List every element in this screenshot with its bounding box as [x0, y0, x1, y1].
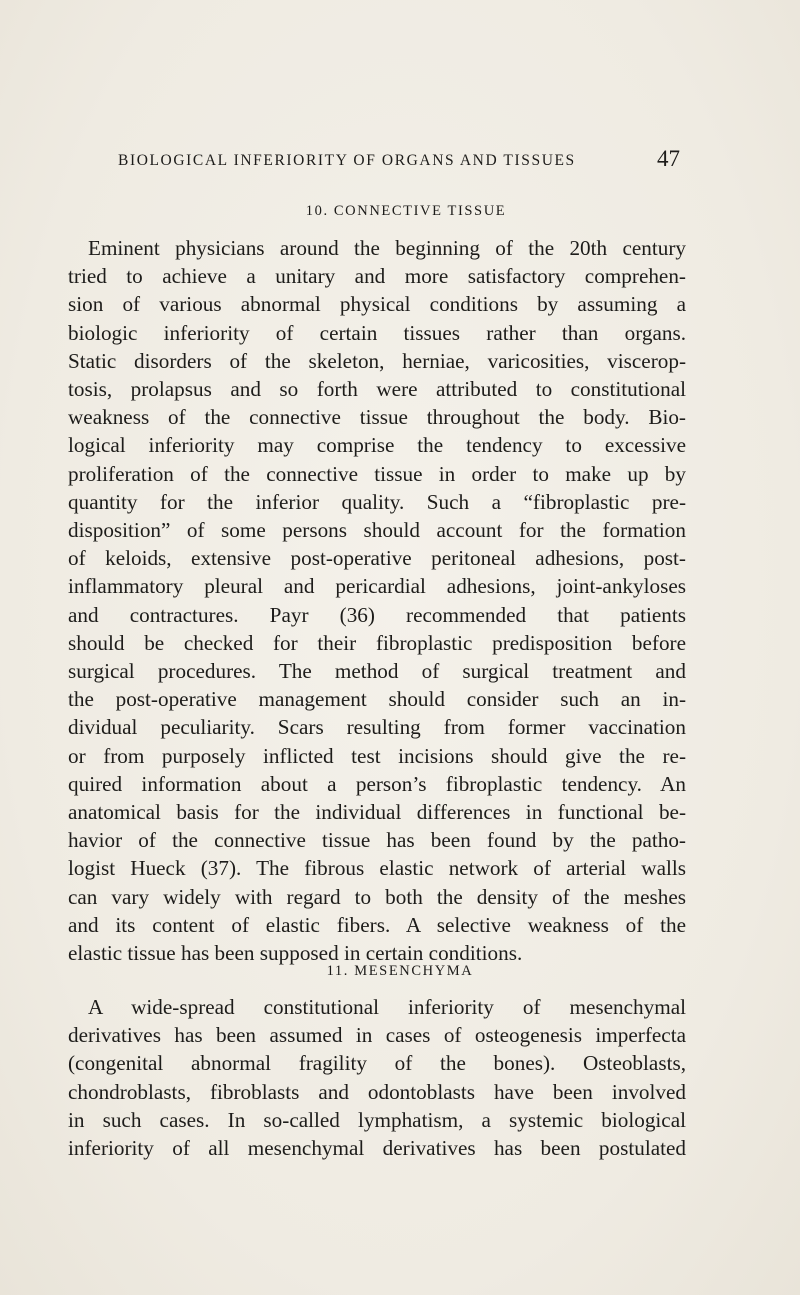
section-heading-mesenchyma: 11. MESENCHYMA — [326, 963, 474, 979]
text-line: havior of the connective tissue has been found by the patho- — [68, 828, 686, 853]
text-line: tried to achieve a unitary and more satisfactory comprehen- — [68, 264, 686, 289]
text-line: or from purposely inflicted test incisions should give the re- — [68, 743, 686, 768]
text-line: logist Hueck (37). The fibrous elastic network of arterial walls — [68, 856, 686, 881]
text-line: (congenital abnormal fragility of the bones). Osteoblasts, — [68, 1051, 686, 1076]
text-line: tosis, prolapsus and so forth were attributed to constitutional — [68, 377, 686, 402]
text-line: anatomical basis for the individual differences in functional be- — [68, 800, 686, 825]
text-line: and its content of elastic fibers. A selective weakness of the — [68, 912, 686, 937]
text-line: inflammatory pleural and pericardial adhesions, joint-ankyloses — [68, 574, 686, 599]
paragraph-connective-tissue — [68, 234, 686, 967]
text-line: Static disorders of the skeleton, herniae, varicosities, viscerop- — [68, 348, 686, 373]
text-line: the post-operative management should consider such an in- — [68, 687, 686, 712]
text-line: chondroblasts, fibroblasts and odontoblasts have been involved — [68, 1079, 686, 1104]
text-line: proliferation of the connective tissue in order to make up by — [68, 461, 686, 486]
text-line: A wide-spread constitutional inferiority of mesenchymal — [88, 995, 686, 1019]
text-line: quired information about a person’s fibroplastic tendency. An — [68, 771, 686, 796]
running-title: BIOLOGICAL INFERIORITY OF ORGANS AND TISSUES — [118, 152, 576, 169]
text-line: of keloids, extensive post-operative peritoneal adhesions, post- — [68, 546, 686, 571]
text-line: Eminent physicians around the beginning of the 20th century — [88, 236, 686, 260]
text-line: and contractures. Payr (36) recommended that patients — [68, 602, 686, 627]
text-line: dividual peculiarity. Scars resulting from former vaccination — [68, 715, 686, 740]
text-line: sion of various abnormal physical conditions by assuming a — [68, 292, 686, 317]
text-line: should be checked for their fibroplastic predisposition before — [68, 630, 686, 655]
text-line: weakness of the connective tissue throughout the body. Bio- — [68, 405, 686, 430]
text-line: biologic inferiority of certain tissues rather than organs. — [68, 320, 686, 345]
paragraph-mesenchyma — [68, 993, 686, 1162]
text-line: disposition” of some persons should account for the formation — [68, 518, 686, 543]
text-line: in such cases. In so-called lymphatism, a systemic biological — [68, 1107, 686, 1132]
text-line: can vary widely with regard to both the density of the meshes — [68, 884, 686, 909]
text-line: inferiority of all mesenchymal derivatives has been postulated — [68, 1136, 686, 1161]
section-heading-connective-tissue: 10. CONNECTIVE TISSUE — [305, 203, 507, 219]
text-line: elastic tissue has been supposed in certain conditions. — [68, 941, 523, 966]
text-line: logical inferiority may comprise the tendency to excessive — [68, 433, 686, 458]
page-number: 47 — [657, 146, 680, 171]
text-line: surgical procedures. The method of surgical treatment and — [68, 659, 686, 684]
text-line: derivatives has been assumed in cases of osteogenesis imperfecta — [68, 1023, 686, 1048]
text-line: quantity for the inferior quality. Such a “fibroplastic pre- — [68, 489, 686, 514]
running-head — [118, 146, 680, 176]
